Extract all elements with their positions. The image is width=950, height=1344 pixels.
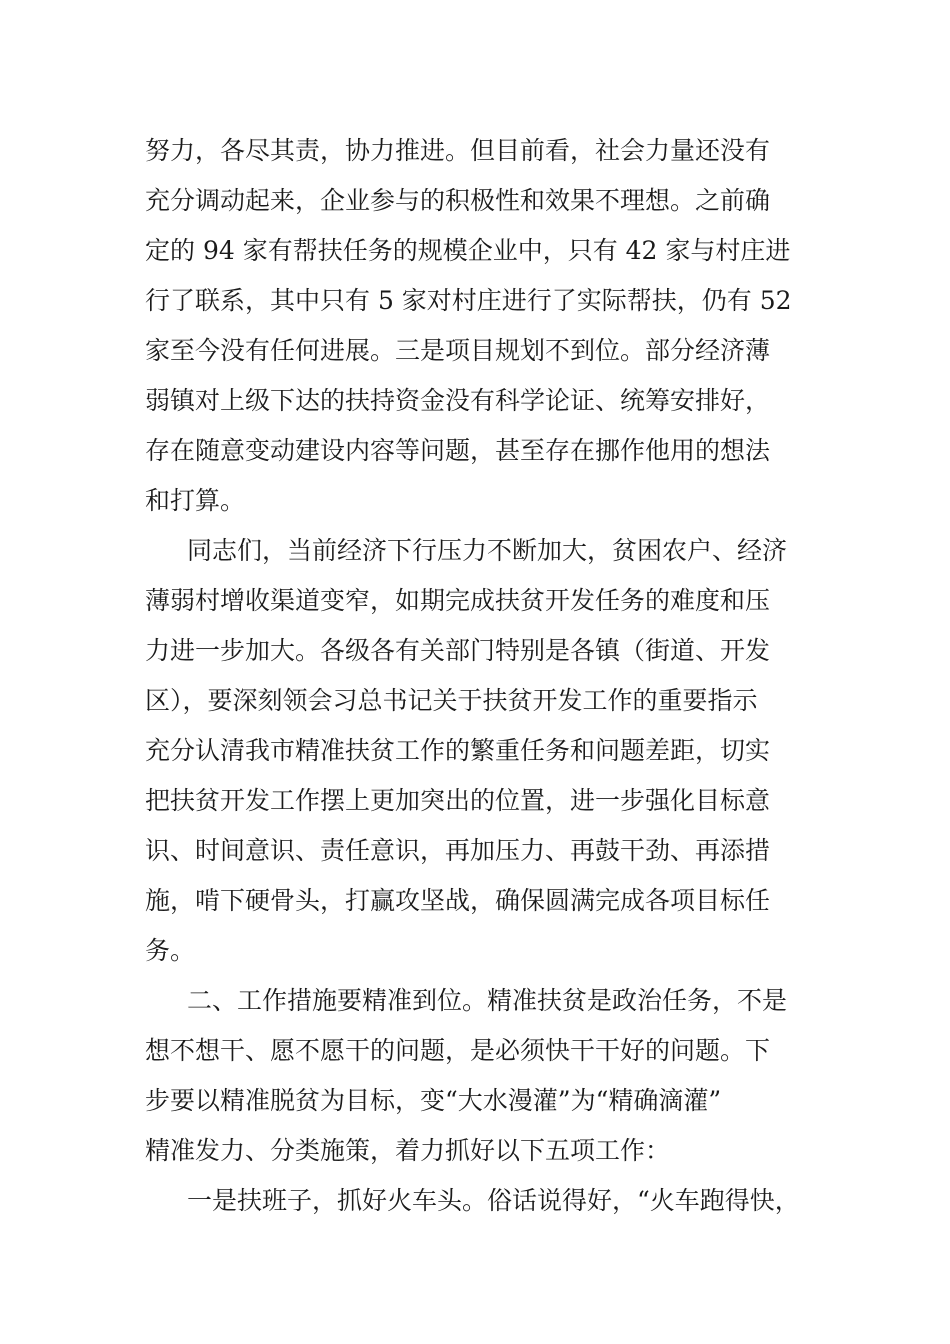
text-line: 定的 94 家有帮扶任务的规模企业中，只有 42 家与村庄进 <box>145 236 791 265</box>
text-line: 精准发力、分类施策，着力抓好以下五项工作： <box>145 1136 671 1165</box>
text-line: 充分认清我市精准扶贫工作的繁重任务和问题差距，切实 <box>145 736 771 765</box>
text-line: 和打算。 <box>145 486 246 515</box>
paragraph-start-line: 二、工作措施要精准到位。精准扶贫是政治任务，不是 <box>187 986 788 1015</box>
text-line: 务。 <box>145 936 196 965</box>
text-line: 存在随意变动建设内容等问题，甚至存在挪作他用的想法 <box>145 436 771 465</box>
text-line: 把扶贫开发工作摆上更加突出的位置，进一步强化目标意 <box>145 786 771 815</box>
text-line: 弱镇对上级下达的扶持资金没有科学论证、统筹安排好， <box>145 386 771 415</box>
text-line: 步要以精准脱贫为目标，变“大水漫灌”为“精确滴灌” <box>145 1086 722 1115</box>
text-line: 想不想干、愿不愿干的问题，是必须快干干好的问题。下 <box>145 1036 771 1065</box>
body-text <box>145 126 835 1226</box>
text-line: 区），要深刻领会习总书记关于扶贫开发工作的重要指示 <box>145 686 758 715</box>
text-line: 施，啃下硬骨头，打赢攻坚战，确保圆满完成各项目标任 <box>145 886 771 915</box>
text-line: 力进一步加大。各级各有关部门特别是各镇（街道、开发 <box>145 636 771 665</box>
text-line: 识、时间意识、责任意识，再加压力、再鼓干劲、再添措 <box>145 836 771 865</box>
text-line: 努力，各尽其责，协力推进。但目前看，社会力量还没有 <box>145 136 771 165</box>
text-line: 薄弱村增收渠道变窄，如期完成扶贫开发任务的难度和压 <box>145 586 771 615</box>
text-line: 家至今没有任何进展。三是项目规划不到位。部分经济薄 <box>145 336 771 365</box>
text-line: 行了联系，其中只有 5 家对村庄进行了实际帮扶，仍有 52 <box>145 286 792 315</box>
text-line: 充分调动起来，企业参与的积极性和效果不理想。之前确 <box>145 186 771 215</box>
paragraph-start-line: 同志们，当前经济下行压力不断加大，贫困农户、经济 <box>187 536 788 565</box>
paragraph-start-line: 一是扶班子，抓好火车头。俗话说得好，“火车跑得快， <box>187 1186 800 1215</box>
